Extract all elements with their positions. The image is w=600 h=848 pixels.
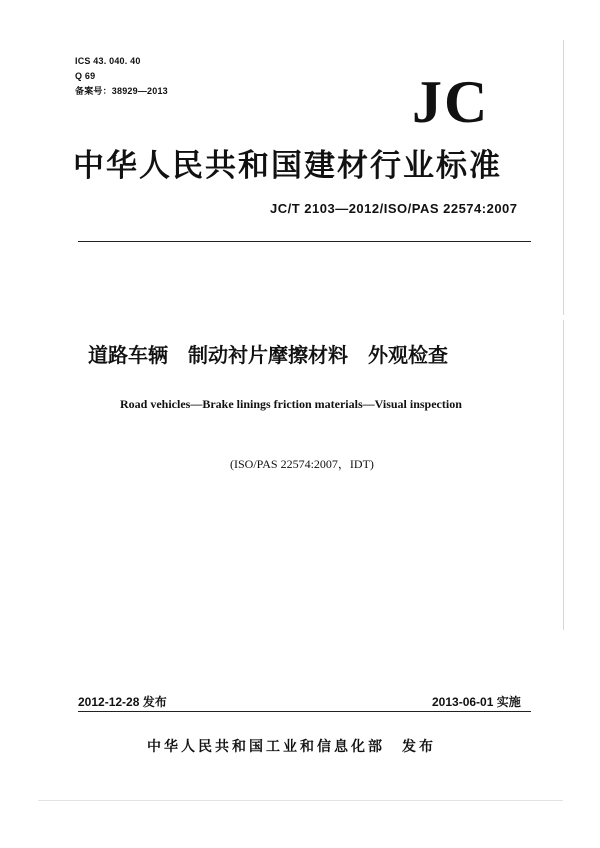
top-divider [78, 241, 531, 242]
adoption-reference: (ISO/PAS 22574:2007，IDT) [230, 457, 374, 471]
scan-edge-line [563, 320, 564, 630]
ics-code: ICS 43. 040. 40 [75, 56, 141, 66]
document-title-en: Road vehicles—Brake linings friction materials—Visual inspection [120, 397, 462, 411]
ccs-code: Q 69 [75, 71, 96, 81]
standard-title: 中华人民共和国建材行业标准 [73, 148, 502, 184]
scan-edge-line [38, 800, 563, 801]
registration-number: 备案号：38929—2013 [75, 86, 168, 96]
document-title-cn: 道路车辆 制动衬片摩擦材料 外观检查 [88, 343, 448, 367]
issue-date: 2012-12-28 发布 [78, 695, 167, 709]
publisher: 中华人民共和国工业和信息化部 发布 [147, 739, 436, 755]
standard-number: JC/T 2103—2012/ISO/PAS 22574:2007 [270, 201, 518, 216]
scan-edge-line [563, 40, 564, 315]
bottom-divider [78, 711, 531, 712]
jc-logo: JC [412, 69, 490, 135]
effective-date: 2013-06-01 实施 [432, 695, 521, 709]
